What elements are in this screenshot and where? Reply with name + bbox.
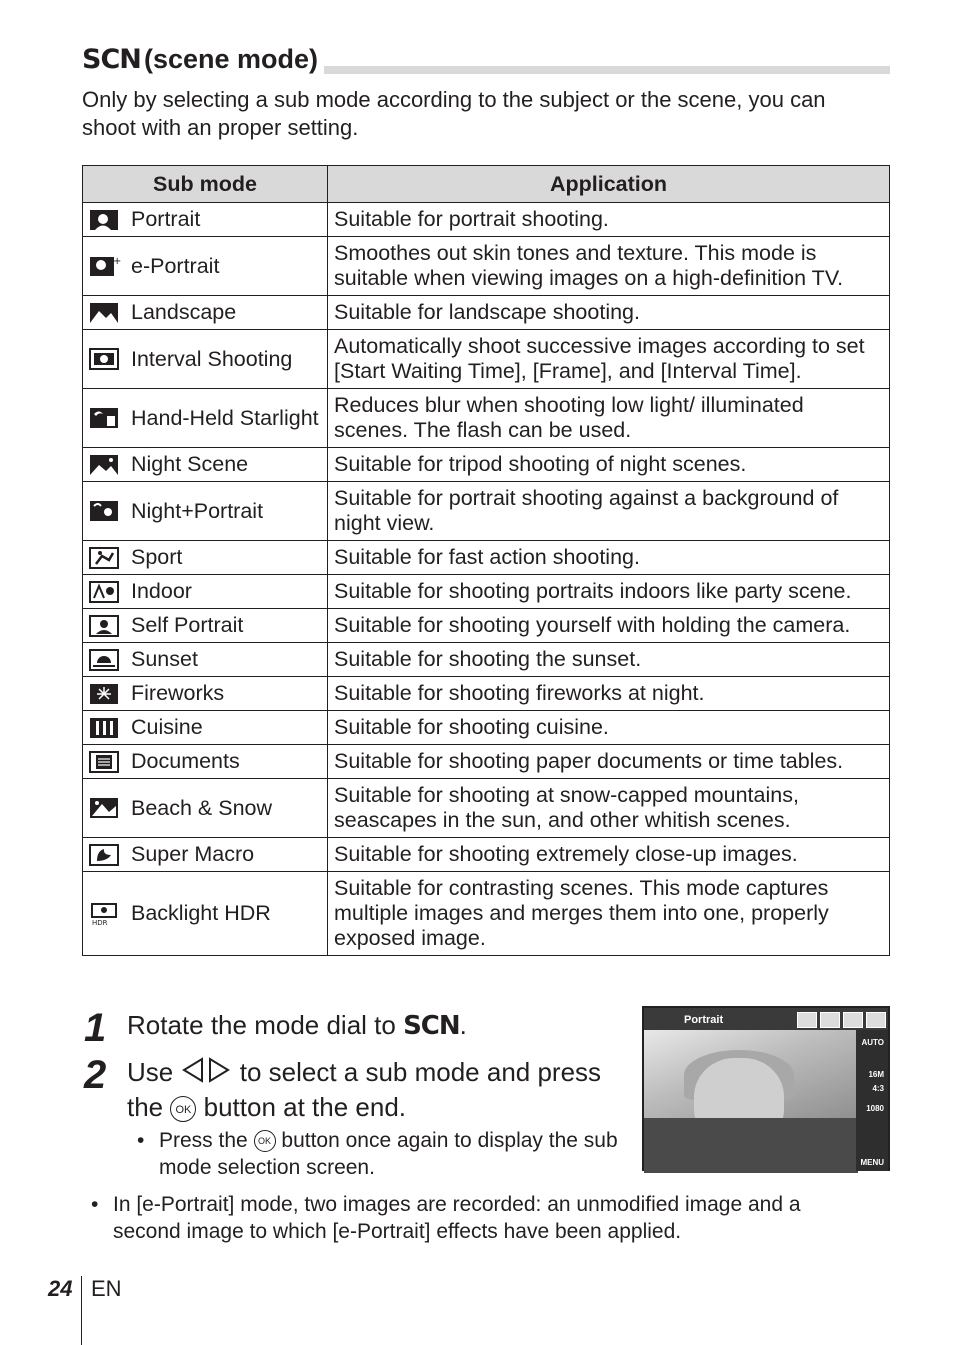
documents-icon: [89, 750, 119, 774]
ok-button-icon: OK: [170, 1096, 196, 1122]
application-cell: Smoothes out skin tones and texture. This mode is suitable when viewing images on a high-definition TV.: [328, 237, 890, 296]
landscape-mode-icon: [866, 1012, 886, 1028]
fireworks-icon: [89, 682, 119, 706]
sub-mode-wrap: [89, 406, 321, 431]
sub-mode-cell: [83, 745, 328, 779]
page-number: 24: [48, 1276, 73, 1301]
table-row: [83, 677, 890, 711]
sub-mode-cell: [83, 872, 328, 956]
screen-mode-label: Portrait: [684, 1014, 724, 1026]
table-row: [83, 643, 890, 677]
application-cell: Suitable for landscape shooting.: [328, 296, 890, 330]
step-1-scn-symbol: SCN: [403, 1011, 460, 1041]
hdr-mode-icon: [797, 1012, 817, 1028]
sport-icon: [89, 546, 119, 570]
application-cell: Suitable for shooting the sunset.: [328, 643, 890, 677]
sub-mode-name: Self Portrait: [131, 613, 244, 637]
sub-mode-wrap: [89, 613, 321, 638]
table-row: [83, 609, 890, 643]
e-portrait-mode-icon: [843, 1012, 863, 1028]
step-1-number: 1: [84, 1006, 107, 1050]
sub-mode-name: Indoor: [131, 579, 192, 603]
super-macro-icon: [89, 843, 119, 867]
image-size-label: 16M: [868, 1070, 884, 1079]
step-2-select: to select a sub mode and press: [239, 1057, 602, 1087]
sub-mode-wrap: [89, 300, 321, 325]
table-row: [83, 711, 890, 745]
table-row: [83, 296, 890, 330]
hand-held-starlight-icon: [89, 406, 119, 430]
step-2-the: the: [127, 1092, 164, 1123]
night-portrait-icon: [89, 499, 119, 523]
sub-mode-wrap: [89, 452, 321, 477]
menu-label: MENU: [860, 1158, 884, 1167]
night-scene-icon: [89, 453, 119, 477]
table-row: [83, 779, 890, 838]
application-cell: Suitable for shooting fireworks at night.: [328, 677, 890, 711]
sub-mode-cell: [83, 779, 328, 838]
sub-mode-name: Fireworks: [131, 681, 225, 705]
left-right-arrows-icon: [180, 1057, 232, 1091]
sub-mode-cell: [83, 389, 328, 448]
sub-mode-name: Portrait: [131, 207, 201, 231]
sub-mode-cell: [83, 296, 328, 330]
step-2-note-after: button once again to display the sub mode selection screen.: [159, 1129, 618, 1179]
sub-mode-name: Documents: [131, 749, 240, 773]
table-row: [83, 541, 890, 575]
sub-mode-wrap: [89, 842, 321, 867]
sub-mode-wrap: [89, 499, 321, 524]
header-sub-mode: Sub mode: [83, 166, 328, 203]
sub-mode-name: Sport: [131, 545, 183, 569]
table-row: [83, 448, 890, 482]
step-2-text: [127, 1056, 632, 1124]
sub-mode-name: Cuisine: [131, 715, 203, 739]
bullet-dot: •: [91, 1193, 99, 1216]
step-2-use: Use: [127, 1057, 174, 1087]
sub-mode-wrap: [89, 715, 321, 740]
application-cell: Suitable for shooting paper documents or time tables.: [328, 745, 890, 779]
application-cell: Suitable for shooting at snow-capped mountains, seascapes in the sun, and other whitish scenes.: [328, 779, 890, 838]
step-2-note: [137, 1127, 629, 1181]
sub-mode-name: e-Portrait: [131, 253, 220, 278]
table-row: [83, 482, 890, 541]
sub-mode-cell: [83, 677, 328, 711]
application-cell: Automatically shoot successive images according to set [Start Waiting Time], [Frame], and [Interval Time].: [328, 330, 890, 389]
table-row: [83, 838, 890, 872]
screen-top-icons: [797, 1012, 886, 1028]
application-cell: Reduces blur when shooting low light/ illuminated scenes. The flash can be used.: [328, 389, 890, 448]
sub-mode-wrap: [89, 796, 321, 821]
table-row: [83, 237, 890, 296]
step-2-note-before: Press the: [159, 1129, 248, 1152]
svg-text:+: +: [113, 256, 122, 267]
step-2-end: button at the end.: [203, 1092, 407, 1123]
table-row: [83, 575, 890, 609]
aspect-label: 4:3: [872, 1084, 884, 1093]
sub-mode-wrap: [89, 901, 321, 926]
language-label: EN: [91, 1276, 122, 1301]
sub-mode-wrap: [89, 647, 321, 672]
sub-mode-name: Backlight HDR: [131, 901, 271, 925]
e-portrait-note-text: In [e-Portrait] mode, two images are recorded: an unmodified image and a second image to which [e-Portrait] effects have been applied.: [113, 1193, 801, 1243]
sub-mode-name: Hand-Held Starlight: [131, 405, 319, 430]
sub-mode-wrap: [89, 545, 321, 570]
table-row: [83, 872, 890, 956]
screen-lower-area: [644, 1118, 858, 1173]
sub-mode-table: [82, 165, 890, 956]
screen-side-panel: [856, 1030, 888, 1171]
step-1-text-after: .: [459, 1010, 467, 1040]
header-application: Application: [328, 166, 890, 203]
application-cell: Suitable for shooting cuisine.: [328, 711, 890, 745]
application-cell: Suitable for fast action shooting.: [328, 541, 890, 575]
application-cell: Suitable for contrasting scenes. This mode captures multiple images and merges them into one, properly exposed image.: [328, 872, 890, 956]
application-cell: Suitable for tripod shooting of night scenes.: [328, 448, 890, 482]
sub-mode-cell: [83, 541, 328, 575]
application-cell: Suitable for shooting portraits indoors like party scene.: [328, 575, 890, 609]
svg-text:HDR: HDR: [92, 918, 108, 927]
table-row: [83, 745, 890, 779]
beach-snow-icon: [89, 796, 119, 820]
sub-mode-name: Interval Shooting: [131, 346, 293, 371]
sub-mode-cell: [83, 643, 328, 677]
sub-mode-name: Landscape: [131, 300, 237, 324]
sub-mode-name: Night Scene: [131, 452, 249, 476]
sub-mode-cell: [83, 330, 328, 389]
heading-title: (scene mode): [144, 44, 324, 75]
interval-shooting-icon: [89, 347, 119, 371]
application-cell: Suitable for shooting yourself with holding the camera.: [328, 609, 890, 643]
indoor-icon: [89, 580, 119, 604]
sub-mode-name: Night+Portrait: [131, 498, 264, 523]
movie-size-label: 1080: [866, 1104, 884, 1113]
sub-mode-cell: [83, 609, 328, 643]
landscape-icon: [89, 301, 119, 325]
flash-auto-label: AUTO: [861, 1038, 884, 1047]
section-heading: [82, 42, 890, 76]
portrait-photo: [644, 1030, 858, 1130]
table-row: [83, 203, 890, 237]
intro-paragraph: Only by selecting a sub mode according to the subject or the scene, you can shoot with an proper setting.: [82, 87, 826, 140]
e-portrait-icon: [89, 254, 122, 278]
portrait-icon: [89, 208, 119, 232]
scn-symbol: SCN: [82, 44, 147, 75]
sub-mode-wrap: [89, 749, 321, 774]
self-portrait-icon: [89, 614, 119, 638]
sub-mode-wrap: [89, 207, 321, 232]
sub-mode-cell: [83, 237, 328, 296]
backlight-hdr-icon: [89, 902, 119, 926]
sub-mode-name: Super Macro: [131, 842, 255, 866]
e-portrait-note: [91, 1191, 873, 1245]
portrait-mode-icon: [820, 1012, 840, 1028]
step-1-text-before: Rotate the mode dial to: [127, 1010, 396, 1040]
cuisine-icon: [89, 716, 119, 740]
sub-mode-wrap: [89, 579, 321, 604]
sub-mode-cell: [83, 448, 328, 482]
application-cell: Suitable for shooting extremely close-up images.: [328, 838, 890, 872]
sub-mode-cell: [83, 838, 328, 872]
bullet-dot: •: [137, 1129, 145, 1152]
sub-mode-cell: [83, 203, 328, 237]
sub-mode-cell: [83, 482, 328, 541]
sub-mode-wrap: [89, 681, 321, 706]
sub-mode-wrap: [89, 347, 321, 372]
sub-mode-cell: [83, 711, 328, 745]
sub-mode-wrap: [89, 254, 321, 279]
camera-screen-image: [642, 1006, 890, 1171]
table-row: [83, 330, 890, 389]
sunset-icon: [89, 648, 119, 672]
step-1-text: [127, 1009, 467, 1043]
application-cell: Suitable for portrait shooting against a background of night view.: [328, 482, 890, 541]
footer-divider: [81, 1276, 82, 1345]
sub-mode-cell: [83, 575, 328, 609]
application-cell: Suitable for portrait shooting.: [328, 203, 890, 237]
step-2-number: 2: [84, 1053, 107, 1097]
table-row: [83, 389, 890, 448]
ok-button-small-icon: OK: [254, 1130, 276, 1152]
sub-mode-name: Sunset: [131, 647, 198, 671]
sub-mode-name: Beach & Snow: [131, 795, 273, 820]
